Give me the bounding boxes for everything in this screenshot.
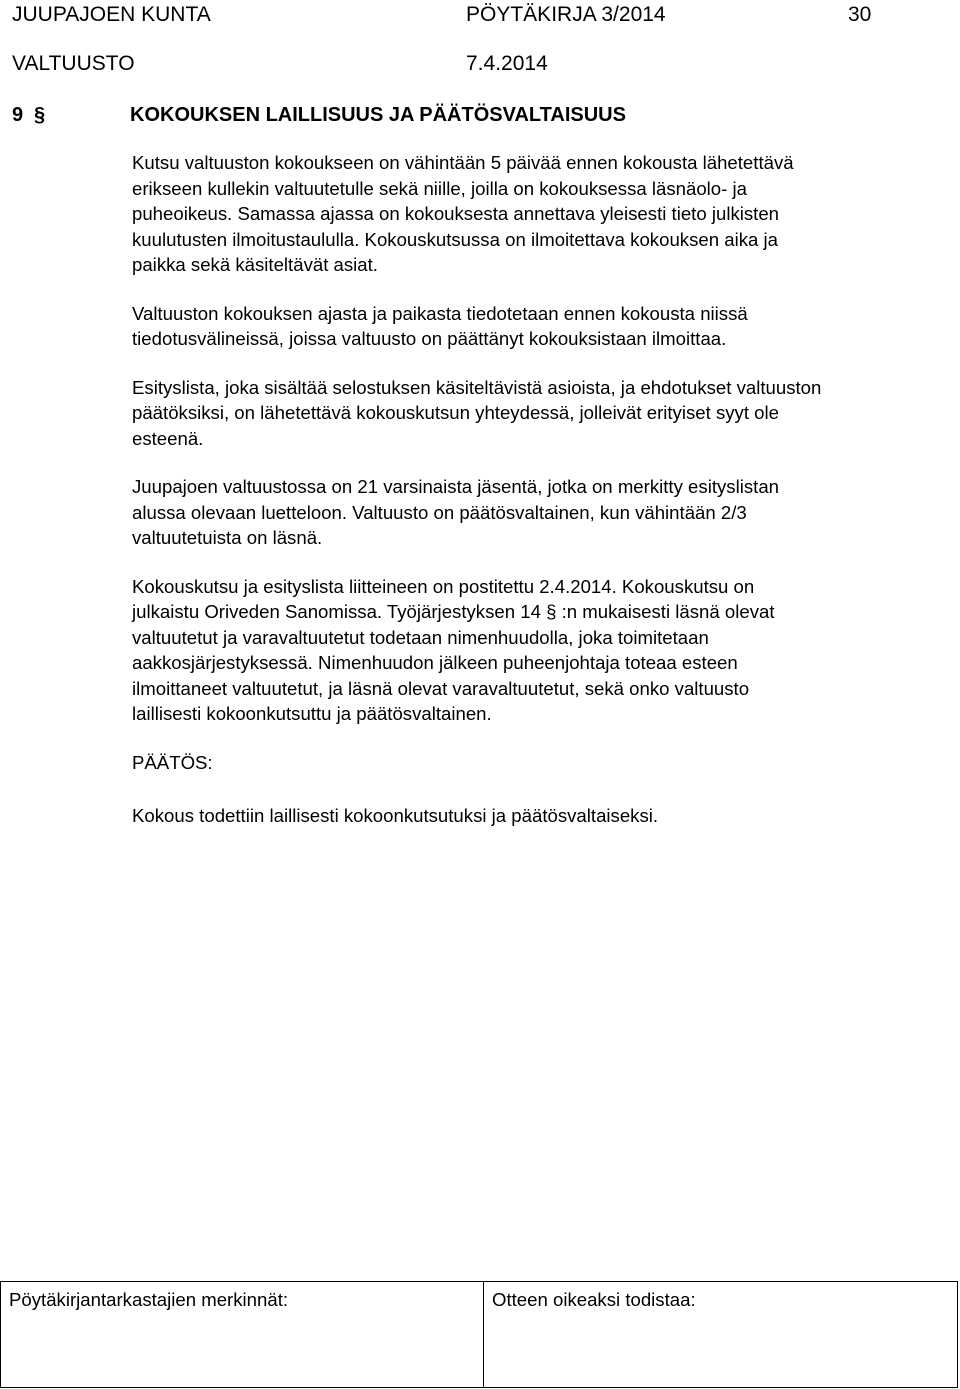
- section-number: 9: [12, 104, 24, 126]
- section-symbol: §: [34, 104, 46, 126]
- inspectors-marks-label: Pöytäkirjantarkastajien merkinnät:: [9, 1289, 289, 1310]
- document-title: PÖYTÄKIRJA 3/2014: [466, 3, 666, 26]
- document-body: [132, 150, 932, 852]
- footer-signature-area: [0, 1281, 958, 1388]
- council-name: VALTUUSTO: [12, 52, 135, 75]
- municipality-name: JUUPAJOEN KUNTA: [12, 3, 211, 26]
- meeting-date: 7.4.2014: [466, 52, 548, 75]
- paragraph: Esityslista, joka sisältää selostuksen käsiteltävistä asioista, ja ehdotukset valtuuston päätöksiksi, on lähetettävä kokouskutsun yhteydessä, jolleivät erityiset syyt ole esteenä.: [132, 376, 822, 449]
- paragraph: Valtuuston kokouksen ajasta ja paikasta tiedotetaan ennen kokousta niissä tiedotusvälineissä, joissa valtuusto on päättänyt kokouksistaan ilmoittaa.: [132, 302, 748, 349]
- certification-box: [483, 1282, 958, 1388]
- decision-label: PÄÄTÖS:: [132, 751, 213, 773]
- paragraph: Kutsu valtuuston kokoukseen on vähintään 5 päivää ennen kokousta lähetettävä erikseen kullekin valtuutetulle sekä niille, joilla on kokouksessa läsnäolo- ja puheoikeus. Samassa ajassa on kokouksesta annettava yleisesti tieto julkisten kuulutusten ilmoitustaululla. Kokouskutsussa on ilmoitettava kokouksen aika ja paikka sekä käsiteltävät asiat.: [132, 152, 794, 275]
- paragraph: Kokouskutsu ja esityslista liitteineen on postitettu 2.4.2014. Kokouskutsu on julkaistu Oriveden Sanomissa. Työjärjestyksen 14 § :n mukaisesti läsnä olevat valtuutetut ja varavaltuutetut todetaan nimenhuudolla, joka toimitetaan aakkosjärjestyksessä. Nimenhuudon jälkeen puheenjohtaja toteaa esteen ilmoittaneet valtuutetut, ja läsnä olevat varavaltuutetut, sekä onko valtuusto laillisesti kokoonkutsuttu ja päätösvaltainen.: [132, 575, 775, 724]
- decision-text: Kokous todettiin laillisesti kokoonkutsutuksi ja päätösvaltaiseksi.: [132, 805, 659, 826]
- page-number: 30: [848, 3, 872, 26]
- paragraph: Juupajoen valtuustossa on 21 varsinaista jäsentä, jotka on merkitty esityslistan alussa olevaan luetteloon. Valtuusto on päätösvaltainen, kun vähintään 2/3 valtuutetuista on läsnä.: [132, 476, 779, 548]
- certification-label: Otteen oikeaksi todistaa:: [492, 1289, 696, 1310]
- section-title: KOKOUKSEN LAILLISUUS JA PÄÄTÖSVALTAISUUS: [130, 104, 626, 126]
- section-heading: [12, 102, 626, 128]
- inspectors-marks-box: [0, 1282, 484, 1388]
